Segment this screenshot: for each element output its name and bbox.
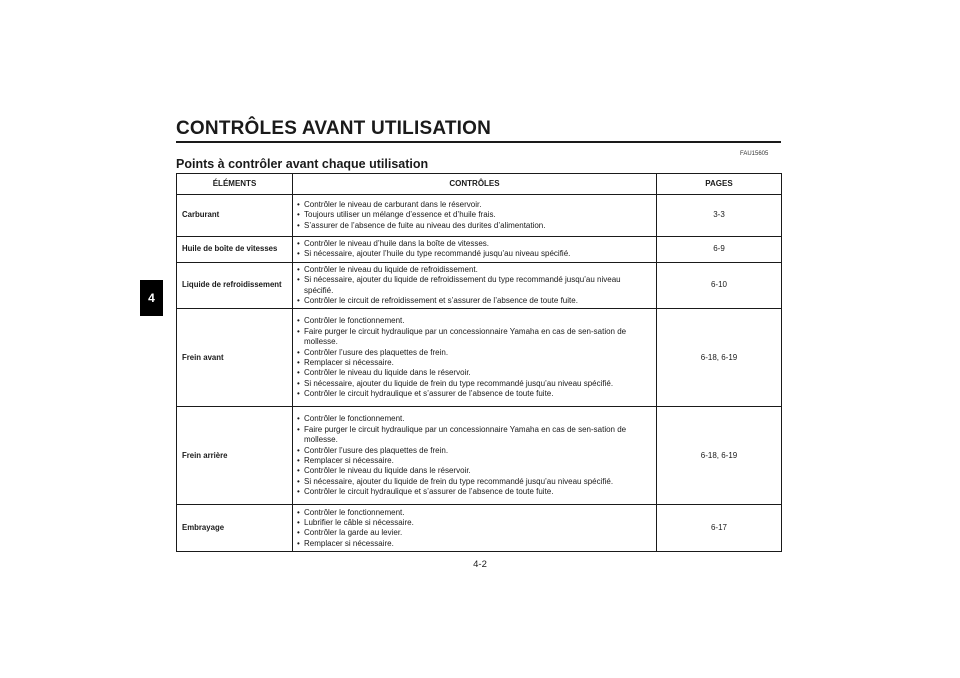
list-item: • Si nécessaire, ajouter du liquide de refroidissement du type recommandé jusqu’au niveau spécifié. (297, 275, 652, 296)
row-checks (293, 505, 657, 552)
row-item: Frein avant (177, 309, 293, 407)
row-item: Frein arrière (177, 407, 293, 505)
list-item: • Contrôler la garde au levier. (297, 528, 652, 538)
row-item: Huile de boîte de vitesses (177, 237, 293, 263)
list-item: • Faire purger le circuit hydraulique par un concessionnaire Yamaha en cas de sen-sation de mollesse. (297, 327, 652, 348)
list-item: • Contrôler le fonctionnement. (297, 414, 652, 424)
list-item: • Contrôler le circuit hydraulique et s’assurer de l’absence de toute fuite. (297, 389, 652, 399)
row-checks (293, 262, 657, 309)
row-pages: 6-17 (657, 505, 782, 552)
check-list (297, 316, 652, 399)
pre-ride-checklist-table (176, 173, 782, 552)
check-list (297, 265, 652, 307)
page-number: 4-2 (473, 559, 487, 570)
row-pages: 3-3 (657, 195, 782, 237)
title-divider (176, 141, 781, 143)
list-item: • Contrôler le niveau de carburant dans le réservoir. (297, 200, 652, 210)
list-item: • Remplacer si nécessaire. (297, 358, 652, 368)
column-header-items: ÉLÉMENTS (177, 174, 293, 195)
list-item: • Contrôler le fonctionnement. (297, 508, 652, 518)
table-row (177, 237, 782, 263)
check-list (297, 508, 652, 550)
check-list (297, 239, 652, 260)
row-pages: 6-18, 6-19 (657, 309, 782, 407)
table-row (177, 309, 782, 407)
list-item: • S’assurer de l’absence de fuite au niveau des durites d’alimentation. (297, 221, 652, 231)
row-checks (293, 407, 657, 505)
row-checks (293, 195, 657, 237)
table-row (177, 407, 782, 505)
list-item: • Contrôler l’usure des plaquettes de frein. (297, 348, 652, 358)
list-item: • Contrôler le niveau du liquide de refroidissement. (297, 265, 652, 275)
list-item: • Toujours utiliser un mélange d’essence et d’huile frais. (297, 210, 652, 220)
check-list (297, 200, 652, 231)
row-checks (293, 309, 657, 407)
table-row (177, 195, 782, 237)
row-item: Carburant (177, 195, 293, 237)
table-header-row (177, 174, 782, 195)
list-item: • Lubrifier le câble si nécessaire. (297, 518, 652, 528)
column-header-checks: CONTRÔLES (293, 174, 657, 195)
list-item: • Contrôler le niveau du liquide dans le réservoir. (297, 368, 652, 378)
row-pages: 6-10 (657, 262, 782, 309)
list-item: • Si nécessaire, ajouter l’huile du type recommandé jusqu’au niveau spécifié. (297, 249, 652, 259)
row-pages: 6-9 (657, 237, 782, 263)
check-list (297, 414, 652, 497)
section-heading: Points à contrôler avant chaque utilisation (176, 157, 429, 171)
list-item: • Remplacer si nécessaire. (297, 539, 652, 549)
list-item: • Contrôler le niveau du liquide dans le réservoir. (297, 466, 652, 476)
list-item: • Contrôler le fonctionnement. (297, 316, 652, 326)
row-item: Liquide de refroidissement (177, 262, 293, 309)
reference-code: FAU15605 (740, 151, 769, 157)
list-item: • Contrôler l’usure des plaquettes de frein. (297, 446, 652, 456)
list-item: • Contrôler le circuit hydraulique et s’assurer de l’absence de toute fuite. (297, 487, 652, 497)
list-item: • Si nécessaire, ajouter du liquide de frein du type recommandé jusqu’au niveau spécifié. (297, 477, 652, 487)
table-row (177, 505, 782, 552)
list-item: • Remplacer si nécessaire. (297, 456, 652, 466)
chapter-title: CONTRÔLES AVANT UTILISATION (176, 118, 492, 139)
list-item: • Si nécessaire, ajouter du liquide de frein du type recommandé jusqu’au niveau spécifié. (297, 379, 652, 389)
list-item: • Contrôler le circuit de refroidissement et s’assurer de l’absence de toute fuite. (297, 296, 652, 306)
list-item: • Contrôler le niveau d’huile dans la boîte de vitesses. (297, 239, 652, 249)
row-item: Embrayage (177, 505, 293, 552)
row-checks (293, 237, 657, 263)
table-row (177, 262, 782, 309)
column-header-pages: PAGES (657, 174, 782, 195)
list-item: • Faire purger le circuit hydraulique par un concessionnaire Yamaha en cas de sen-sation de mollesse. (297, 425, 652, 446)
row-pages: 6-18, 6-19 (657, 407, 782, 505)
chapter-tab: 4 (140, 280, 163, 316)
